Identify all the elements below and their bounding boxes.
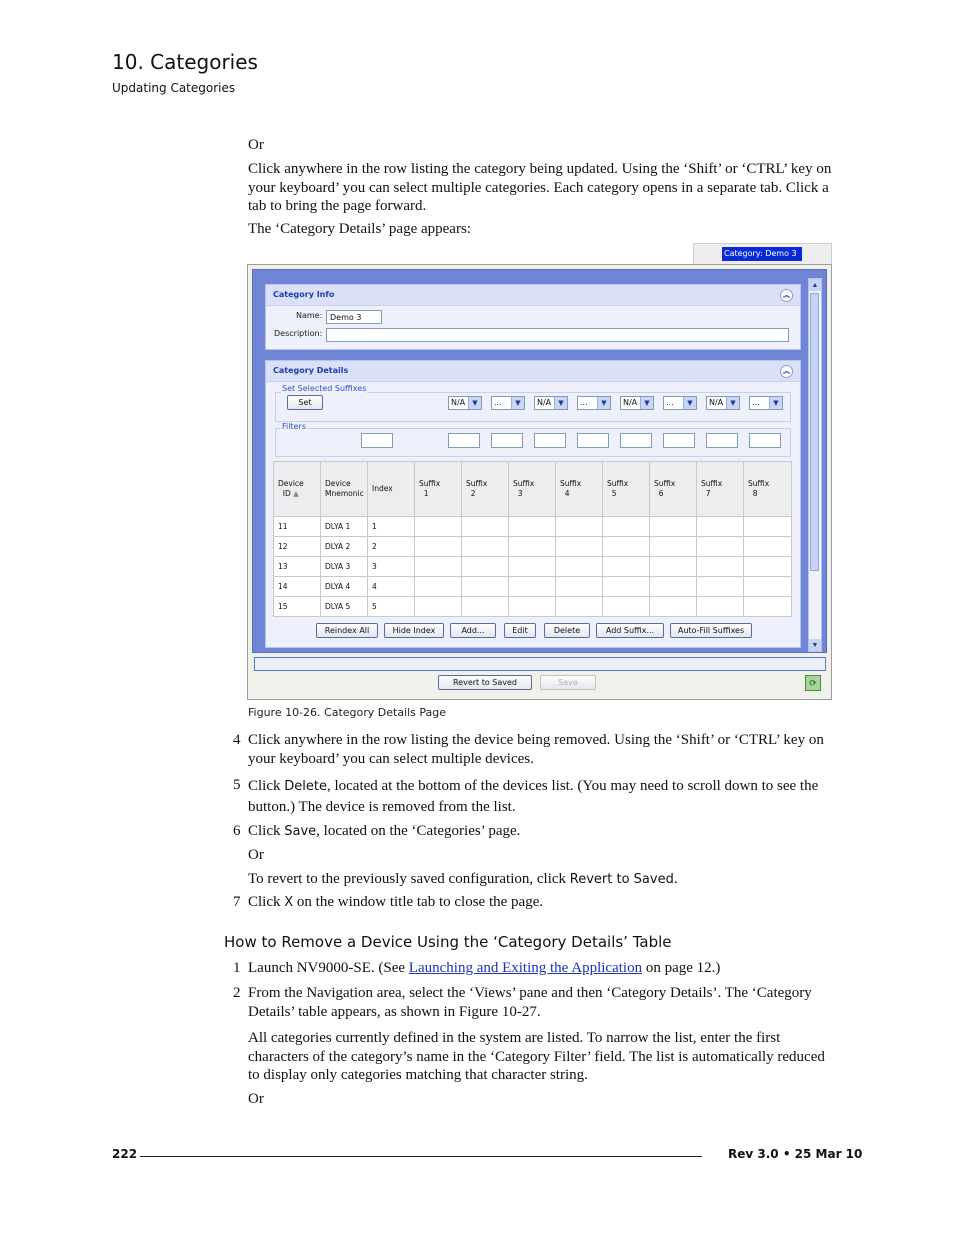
column-header[interactable]: Suffix 1 [415,462,462,517]
column-header[interactable]: Suffix 2 [462,462,509,517]
filter-suffix-8[interactable] [749,433,781,448]
column-header[interactable]: Suffix 6 [650,462,697,517]
filter-suffix-3[interactable] [534,433,566,448]
chevron-down-icon: ▼ [468,397,481,409]
page-appears-text: The ‘Category Details’ page appears: [248,221,471,237]
filter-suffix-4[interactable] [577,433,609,448]
table-row[interactable]: 14 DLYA 4 4 [274,577,792,597]
revert-ui-label: Revert to Saved [569,872,674,887]
suffix-3-select[interactable]: N/A ▼ [534,396,568,410]
column-header[interactable]: Suffix 4 [556,462,603,517]
step-number: 6 [233,823,241,839]
description-field[interactable] [326,328,789,342]
category-info-panel [265,284,801,350]
description-label: Description: [274,329,323,338]
name-label: Name: [296,311,323,320]
close-ui-label: X [284,895,294,910]
chevron-down-icon: ▼ [597,397,610,409]
step-number: 5 [233,777,241,793]
category-details-title: Category Details [273,366,349,375]
page-number: 222 [112,1147,138,1161]
launching-link[interactable]: Launching and Exiting the Application [408,960,643,976]
chevron-down-icon: ▼ [640,397,653,409]
table-header-row [274,462,792,517]
window-frame [247,264,832,700]
revert-to-saved-button[interactable]: Revert to Saved [438,675,532,690]
navigation-step-text: From the Navigation area, select the ‘Views’ pane and then ‘Category Details’. The ‘Category Details’ table appears, as shown in Figure 10-27. [248,985,812,1020]
collapse-icon[interactable]: ︽ [780,365,793,378]
launch-step-text: Launch NV9000-SE. (See Launching and Exiting the Application on page 12.) [248,960,721,976]
set-suffixes-legend: Set Selected Suffixes [282,384,367,393]
chevron-down-icon: ▼ [683,397,696,409]
category-details-header [266,361,800,382]
collapse-icon[interactable]: ︽ [780,289,793,302]
step-7-text: Click X on the window title tab to close the page. [248,894,544,910]
category-details-screenshot [247,243,831,699]
chevron-down-icon: ▼ [511,397,524,409]
filter-suffix-2[interactable] [491,433,523,448]
suffix-6-select[interactable]: ... ▼ [663,396,697,410]
chapter-title: 10. Categories [112,50,258,74]
footer-rule [140,1156,702,1157]
delete-ui-label: Delete [284,779,327,794]
apply-icon[interactable]: ⟳ [805,675,821,691]
suffix-5-select[interactable]: N/A ▼ [620,396,654,410]
suffix-7-select[interactable]: N/A ▼ [706,396,740,410]
chevron-down-icon: ▼ [769,397,782,409]
auto-fill-suffixes-button[interactable]: Auto-Fill Suffixes [670,623,752,638]
add-device-button[interactable]: Add... [450,623,496,638]
filter-suffix-7[interactable] [706,433,738,448]
filter-suffix-5[interactable] [620,433,652,448]
suffix-8-select[interactable]: ... ▼ [749,396,783,410]
or-text-2: Or [248,847,264,863]
filter-suffix-6[interactable] [663,433,695,448]
table-row[interactable]: 13 DLYA 3 3 [274,557,792,577]
step-number: 4 [233,732,241,748]
section-heading: How to Remove a Device Using the ‘Category Details’ Table [224,933,672,951]
column-header[interactable]: Suffix 3 [509,462,556,517]
status-bar [254,657,826,671]
save-ui-label: Save [284,824,317,839]
name-field[interactable]: Demo 3 [326,310,382,324]
section-subtitle: Updating Categories [112,81,236,95]
save-button[interactable]: Save [540,675,596,690]
table-row[interactable]: 15 DLYA 5 5 [274,597,792,617]
step-number: 7 [233,894,241,910]
step-number: 2 [233,985,241,1001]
devices-table [273,461,792,617]
suffix-1-select[interactable]: N/A ▼ [448,396,482,410]
category-info-title: Category Info [273,290,335,299]
suffix-2-select[interactable]: ... ▼ [491,396,525,410]
table-row[interactable]: 12 DLYA 2 2 [274,537,792,557]
or-text-3: Or [248,1091,264,1107]
category-info-header [266,285,800,306]
all-categories-paragraph: All categories currently defined in the system are listed. To narrow the list, enter the first characters of the category’s name in the ‘Category Filter’ field. The list is automatically reduced to display only categories matching that character string. [248,1030,825,1083]
column-header[interactable]: Suffix 8 [744,462,792,517]
table-row[interactable]: 11 DLYA 1 1 [274,517,792,537]
revert-text: To revert to the previously saved configuration, click Revert to Saved. [248,871,678,887]
reindex-all-button[interactable]: Reindex All [316,623,378,638]
column-header[interactable]: Suffix 5 [603,462,650,517]
window-tab-bar [693,243,832,266]
sort-ascending-icon: ▲ [293,489,299,498]
click-row-paragraph: Click anywhere in the row listing the category being updated. Using the ‘Shift’ or ‘CTRL’ key on your keyboard’ you can select multiple categories. Each category opens in a separate tab. Click a tab to bring the page forward. [248,161,832,214]
figure-caption: Figure 10-26. Category Details Page [248,706,447,719]
add-suffix-button[interactable]: Add Suffix... [596,623,664,638]
hide-index-button[interactable]: Hide Index [384,623,444,638]
column-header[interactable]: Device Mnemonic [321,462,368,517]
step-5-text: Click Delete, located at the bottom of the devices list. (You may need to scroll down to see the button.) The device is removed from the list. [248,778,819,815]
column-header[interactable]: Device ID ▲ [274,462,321,517]
step-4-text: Click anywhere in the row listing the device being removed. Using the ‘Shift’ or ‘CTRL’ key on your keyboard’ you can select multiple devices. [248,732,824,767]
revision-label: Rev 3.0 • 25 Mar 10 [728,1147,863,1161]
scrollbar-thumb[interactable] [810,293,819,571]
chevron-down-icon: ▼ [554,397,567,409]
filter-mnemonic[interactable] [361,433,393,448]
edit-button[interactable]: Edit [504,623,536,638]
delete-button[interactable]: Delete [544,623,590,638]
column-header[interactable]: Suffix 7 [697,462,744,517]
category-tab[interactable]: Category: Demo 3 [722,247,802,261]
content-area [252,269,827,653]
filter-suffix-1[interactable] [448,433,480,448]
category-details-panel [265,360,801,648]
column-header[interactable]: Index [368,462,415,517]
suffix-4-select[interactable]: ... ▼ [577,396,611,410]
set-button[interactable]: Set [287,395,323,410]
filters-legend: Filters [282,422,306,431]
step-6-text: Click Save, located on the ‘Categories’ page. [248,823,521,839]
or-text-1: Or [248,137,264,153]
step-number: 1 [233,960,241,976]
chevron-down-icon: ▼ [726,397,739,409]
vertical-scrollbar[interactable] [808,278,822,652]
scroll-up-icon[interactable]: ▲ [809,279,821,291]
scroll-down-icon[interactable]: ▼ [809,639,821,651]
